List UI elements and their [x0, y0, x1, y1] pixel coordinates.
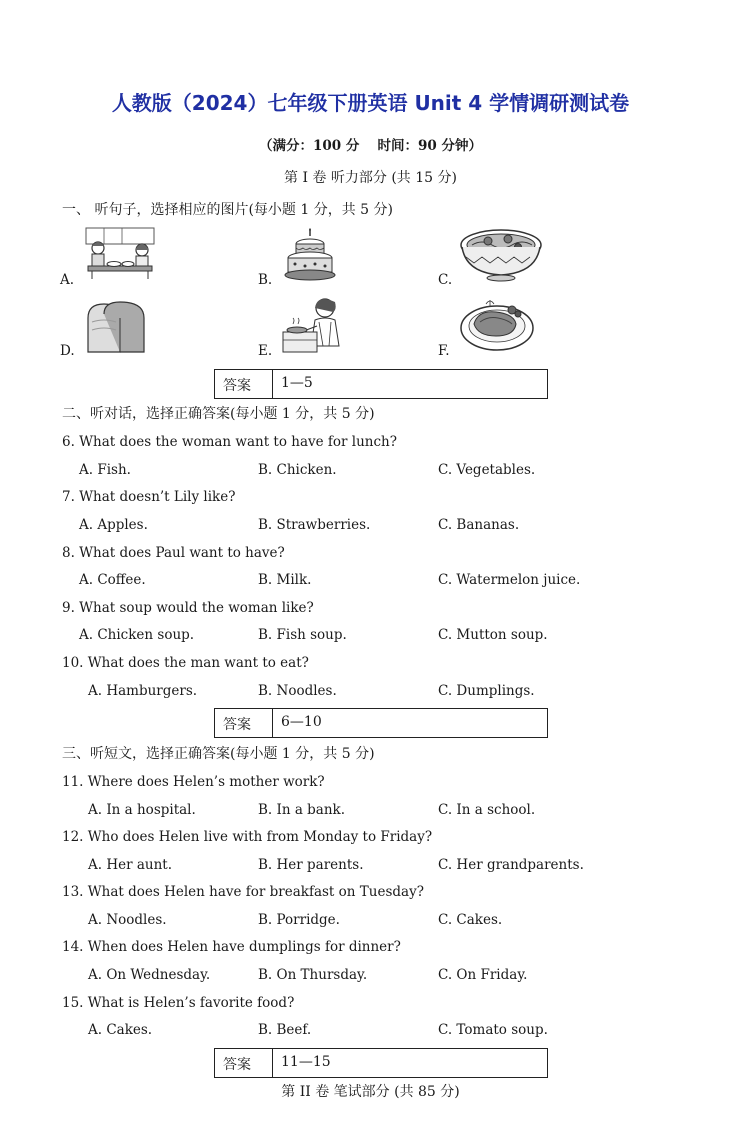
option-a[interactable]: A. In a hospital. — [88, 802, 196, 818]
option-b[interactable]: B. Beef. — [258, 1022, 312, 1038]
family-eating-icon — [84, 226, 156, 280]
option-c[interactable]: C. Vegetables. — [438, 462, 536, 478]
option-b[interactable]: B. Porridge. — [258, 912, 340, 928]
option-a[interactable]: A. Cakes. — [88, 1022, 153, 1038]
section-2-heading: 二、听对话，选择正确答案(每小题 1 分，共 5 分) — [62, 406, 375, 422]
birthday-cake-icon — [283, 228, 337, 282]
answer-box-6-10 — [214, 708, 548, 738]
part-1-heading: 第 I 卷 听力部分 (共 15 分) — [284, 170, 457, 186]
option-c[interactable]: C. In a school. — [438, 802, 536, 818]
question-14: 14. When does Helen have dumplings for dinner? — [62, 939, 401, 955]
bread-loaf-icon — [84, 300, 148, 356]
answer-label: 答案 — [215, 709, 273, 737]
answer-label: 答案 — [215, 370, 273, 398]
option-a[interactable]: A. Her aunt. — [88, 857, 172, 873]
option-b[interactable]: B. Fish soup. — [258, 627, 347, 643]
option-c[interactable]: C. Her grandparents. — [438, 857, 584, 873]
woman-cooking-icon — [281, 296, 351, 356]
question-6: 6. What does the woman want to have for lunch? — [62, 434, 397, 450]
answer-range: 6—10 — [281, 714, 322, 730]
picture-label-d: D. — [60, 343, 75, 359]
section-1-heading: 一、 听句子，选择相应的图片(每小题 1 分，共 5 分) — [62, 202, 393, 218]
answer-range: 1—5 — [281, 375, 313, 391]
picture-label-a: A. — [60, 272, 75, 288]
meat-plate-icon — [458, 296, 536, 354]
picture-label-c: C. — [438, 272, 453, 288]
option-c[interactable]: C. Mutton soup. — [438, 627, 548, 643]
section-3-heading: 三、听短文，选择正确答案(每小题 1 分，共 5 分) — [62, 746, 375, 762]
option-a[interactable]: A. Hamburgers. — [88, 683, 198, 699]
question-7: 7. What doesn’t Lily like? — [62, 489, 236, 505]
option-c[interactable]: C. Cakes. — [438, 912, 503, 928]
option-a[interactable]: A. Apples. — [79, 517, 148, 533]
option-b[interactable]: B. In a bank. — [258, 802, 346, 818]
option-b[interactable]: B. Milk. — [258, 572, 312, 588]
question-13: 13. What does Helen have for breakfast on Tuesday? — [62, 884, 424, 900]
part-2-heading: 第 II 卷 笔试部分 (共 85 分) — [281, 1084, 460, 1100]
question-8: 8. What does Paul want to have? — [62, 545, 285, 561]
answer-label: 答案 — [215, 1049, 273, 1077]
question-11: 11. Where does Helen’s mother work? — [62, 774, 325, 790]
option-a[interactable]: A. Noodles. — [88, 912, 167, 928]
option-b[interactable]: B. Her parents. — [258, 857, 364, 873]
question-9: 9. What soup would the woman like? — [62, 600, 314, 616]
noodle-bowl-icon — [458, 227, 544, 283]
option-c[interactable]: C. Dumplings. — [438, 683, 535, 699]
picture-label-e: E. — [258, 343, 273, 359]
option-a[interactable]: A. Chicken soup. — [79, 627, 195, 643]
option-b[interactable]: B. Noodles. — [258, 683, 337, 699]
option-c[interactable]: C. Watermelon juice. — [438, 572, 581, 588]
option-c[interactable]: C. Bananas. — [438, 517, 520, 533]
answer-range: 11—15 — [281, 1054, 331, 1070]
question-10: 10. What does the man want to eat? — [62, 655, 309, 671]
answer-box-1-5 — [214, 369, 548, 399]
picture-label-b: B. — [258, 272, 273, 288]
picture-label-f: F. — [438, 343, 450, 359]
question-15: 15. What is Helen’s favorite food? — [62, 995, 295, 1011]
option-a[interactable]: A. Fish. — [79, 462, 131, 478]
exam-info: （满分：100 分 时间：90 分钟） — [258, 138, 483, 154]
option-b[interactable]: B. Strawberries. — [258, 517, 371, 533]
option-b[interactable]: B. On Thursday. — [258, 967, 368, 983]
page-title: 人教版（2024）七年级下册英语 Unit 4 学情调研测试卷 — [111, 91, 630, 115]
option-c[interactable]: C. On Friday. — [438, 967, 528, 983]
option-b[interactable]: B. Chicken. — [258, 462, 337, 478]
option-a[interactable]: A. On Wednesday. — [88, 967, 211, 983]
option-a[interactable]: A. Coffee. — [79, 572, 146, 588]
answer-box-11-15 — [214, 1048, 548, 1078]
question-12: 12. Who does Helen live with from Monday to Friday? — [62, 829, 433, 845]
option-c[interactable]: C. Tomato soup. — [438, 1022, 548, 1038]
